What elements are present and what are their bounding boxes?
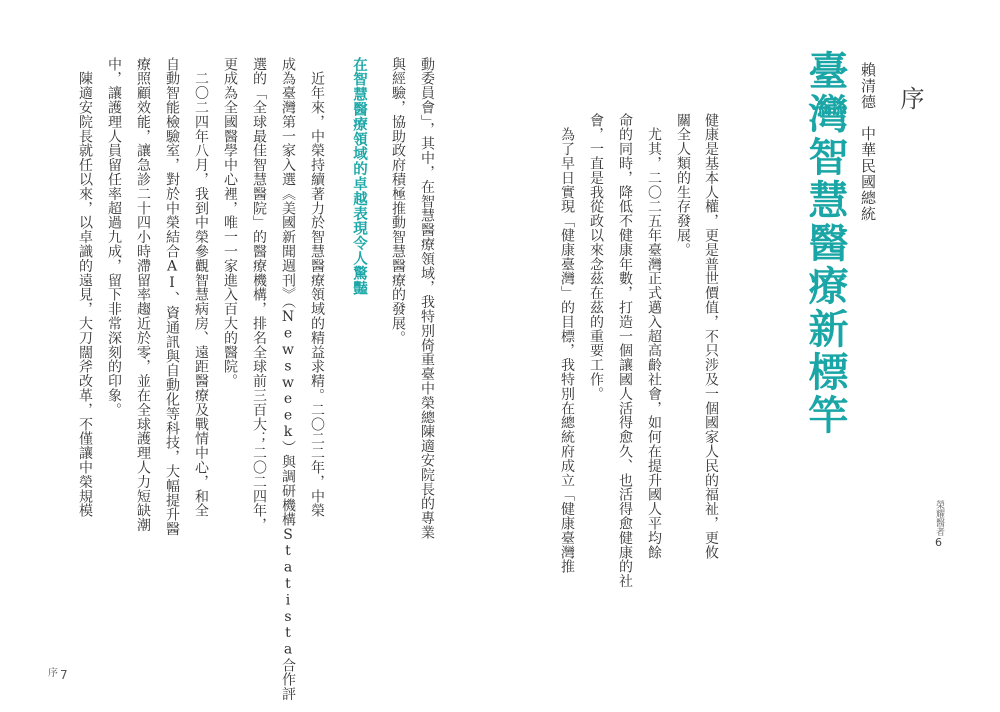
- section-subheading: 在智慧醫療領域的卓越表現令人驚豔: [351, 57, 367, 296]
- text-column: 成為臺灣第一家入選《美國新聞週刊》（Newsweek）與調研機構Statista合作評: [280, 57, 296, 702]
- text-column: 命的同時，降低不健康年數，打造一個讓國人活得愈久、也活得愈健康的社: [617, 113, 633, 589]
- text-column: 會，一直是我從政以來念茲在茲的重要工作。: [588, 113, 604, 401]
- footer-section-label: 序: [48, 668, 58, 679]
- text-column: 動委員會」，其中，在智慧醫療領域，我特別倚重臺中榮總陳適安院長的專業: [419, 57, 435, 540]
- page-number-right: 6: [935, 536, 942, 549]
- author-name: 賴清德: [859, 62, 877, 110]
- text-column: 近年來，中榮持續著力於智慧醫療領域的精益求精。二〇二二年，中榮: [309, 57, 325, 518]
- text-column: 更成為全國醫學中心裡，唯一一家進入百大的醫院。: [222, 57, 238, 389]
- text-column: 健康是基本人權，更是普世價值，不只涉及一個國家人民的福祉，更攸: [703, 113, 719, 560]
- text-column: 二〇二四年八月，我到中榮參觀智慧病房、遠距醫療及戰情中心，和全: [193, 57, 209, 518]
- running-head: 榮耀醫者: [934, 500, 944, 536]
- text-column: 與經驗，協助政府積極推動智慧醫療的發展。: [390, 57, 406, 345]
- text-column: 尤其，二〇二五年臺灣正式邁入超高齡社會，如何在提升國人平均餘: [646, 113, 662, 560]
- page-number-left: 7: [60, 668, 68, 682]
- author-byline: [858, 62, 879, 222]
- text-column: 陳適安院長就任以來，以卓識的遠見，大刀闊斧改革，不僅讓中榮規模: [77, 57, 93, 518]
- text-column: 為了早日實現「健康臺灣」的目標，我特別在總統府成立「健康臺灣推: [559, 113, 575, 574]
- footer-left: [48, 664, 68, 682]
- page-title: 臺灣智慧醫療新標竿: [802, 50, 848, 437]
- text-column: 自動智能檢驗室，對於中榮結合AI、資通訊與自動化等科技，大幅提升醫: [164, 57, 180, 537]
- section-heading: 序: [896, 86, 924, 112]
- text-column: 關全人類的生存發展。: [675, 113, 691, 257]
- text-column: 選的「全球最佳智慧醫院」的醫療機構，排名全球前三百大；二〇二四年，: [251, 57, 267, 533]
- text-column: 中，讓護理人員留任率超過九成，留下非常深刻的印象。: [106, 57, 122, 417]
- text-column: 療照顧效能，讓急診二十四小時滯留率趨近於零，並在全球護理人力短缺潮: [135, 57, 151, 533]
- author-title: 中華民國總統: [859, 126, 877, 222]
